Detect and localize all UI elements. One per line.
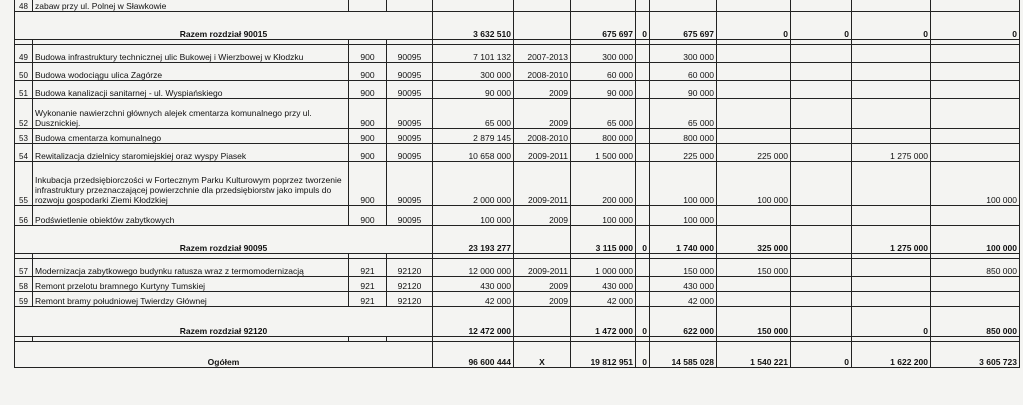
table-cell: 90095 xyxy=(387,129,433,144)
table-cell xyxy=(931,63,1020,81)
table-cell: 52 xyxy=(15,99,33,129)
table-cell: 59 xyxy=(15,292,33,307)
table-cell xyxy=(931,206,1020,226)
table-cell: 57 xyxy=(15,259,33,277)
table-cell: Budowa cmentarza komunalnego xyxy=(33,129,349,144)
table-row xyxy=(15,63,1020,81)
table-cell xyxy=(717,277,791,292)
table-cell xyxy=(931,99,1020,129)
table-cell: 51 xyxy=(15,81,33,99)
table-cell xyxy=(717,45,791,63)
table-cell xyxy=(636,99,650,129)
table-cell: 54 xyxy=(15,144,33,162)
table-cell: 1 500 000 xyxy=(571,144,636,162)
table-cell: 12 472 000 xyxy=(433,307,514,337)
table-cell: 150 000 xyxy=(717,259,791,277)
table-cell: 90 000 xyxy=(433,81,514,99)
table-cell: Rewitalizacja dzielnicy staromiejskiej oraz wyspy Piasek xyxy=(33,144,349,162)
table-cell xyxy=(650,0,717,12)
table-cell: 19 812 951 xyxy=(571,342,636,368)
table-cell: 1 000 000 xyxy=(571,259,636,277)
table-cell: 2008-2010 xyxy=(514,63,571,81)
table-cell xyxy=(433,0,514,12)
table-cell xyxy=(791,206,852,226)
table-cell: 900 xyxy=(349,99,387,129)
table-row xyxy=(15,144,1020,162)
table-cell: 430 000 xyxy=(571,277,636,292)
table-cell: 225 000 xyxy=(650,144,717,162)
table-cell xyxy=(852,0,931,12)
table-cell: 23 193 277 xyxy=(433,226,514,254)
table-cell xyxy=(636,206,650,226)
table-cell: 325 000 xyxy=(717,226,791,254)
table-cell xyxy=(636,292,650,307)
table-cell: 300 000 xyxy=(433,63,514,81)
table-cell xyxy=(791,81,852,99)
table-cell xyxy=(931,0,1020,12)
table-cell: Modernizacja zabytkowego budynku ratusza wraz z termomodernizacją xyxy=(33,259,349,277)
table-cell xyxy=(636,45,650,63)
table-cell: 65 000 xyxy=(571,99,636,129)
table-cell: 921 xyxy=(349,277,387,292)
table-cell: 56 xyxy=(15,206,33,226)
table-cell xyxy=(852,259,931,277)
table-cell: 0 xyxy=(791,12,852,40)
table-cell: Remont przelotu bramnego Kurtyny Tumskiej xyxy=(33,277,349,292)
table-cell: 150 000 xyxy=(717,307,791,337)
table-cell: 100 000 xyxy=(433,206,514,226)
table-cell: 92120 xyxy=(387,277,433,292)
table-cell xyxy=(636,129,650,144)
table-cell: 1 472 000 xyxy=(571,307,636,337)
table-cell: 900 xyxy=(349,144,387,162)
table-cell: 1 275 000 xyxy=(852,144,931,162)
table-cell: 92120 xyxy=(387,292,433,307)
table-cell xyxy=(717,63,791,81)
table-cell: 49 xyxy=(15,45,33,63)
table-cell: 10 658 000 xyxy=(433,144,514,162)
table-cell: 96 600 444 xyxy=(433,342,514,368)
table-cell: Razem rozdział 90095 xyxy=(15,226,433,254)
table-cell: 2009 xyxy=(514,292,571,307)
table-cell xyxy=(931,45,1020,63)
table-cell: 100 000 xyxy=(717,162,791,206)
table-cell xyxy=(571,0,636,12)
table-cell: 48 xyxy=(15,0,33,12)
table-cell: 60 000 xyxy=(650,63,717,81)
table-cell: 100 000 xyxy=(571,206,636,226)
table-cell: 150 000 xyxy=(650,259,717,277)
table-cell: 2009-2011 xyxy=(514,144,571,162)
table-cell xyxy=(791,0,852,12)
table-cell: 1 540 221 xyxy=(717,342,791,368)
table-cell: 800 000 xyxy=(571,129,636,144)
table-cell: 430 000 xyxy=(433,277,514,292)
table-cell: 2009 xyxy=(514,81,571,99)
table-cell: 42 000 xyxy=(571,292,636,307)
table-cell: 90 000 xyxy=(571,81,636,99)
table-cell xyxy=(852,63,931,81)
table-row xyxy=(15,259,1020,277)
table-cell: 90095 xyxy=(387,81,433,99)
table-cell: 921 xyxy=(349,292,387,307)
table-cell: 300 000 xyxy=(571,45,636,63)
table-cell: 100 000 xyxy=(650,162,717,206)
table-cell: 90 000 xyxy=(650,81,717,99)
table-cell: 90095 xyxy=(387,63,433,81)
table-cell: 65 000 xyxy=(650,99,717,129)
table-cell: 675 697 xyxy=(571,12,636,40)
table-cell xyxy=(931,144,1020,162)
table-cell: 300 000 xyxy=(650,45,717,63)
table-row xyxy=(15,129,1020,144)
subtotal-row xyxy=(15,12,1020,40)
table-cell: X xyxy=(514,342,571,368)
table-cell: 2009 xyxy=(514,99,571,129)
table-cell xyxy=(717,292,791,307)
table-cell: 1 275 000 xyxy=(852,226,931,254)
table-cell xyxy=(717,206,791,226)
table-cell: 0 xyxy=(636,226,650,254)
table-cell xyxy=(636,277,650,292)
table-cell: Ogółem xyxy=(15,342,433,368)
table-cell xyxy=(791,226,852,254)
table-cell xyxy=(852,129,931,144)
table-row xyxy=(15,206,1020,226)
table-cell: 2 000 000 xyxy=(433,162,514,206)
table-cell: 12 000 000 xyxy=(433,259,514,277)
table-cell: 60 000 xyxy=(571,63,636,81)
table-row xyxy=(15,99,1020,129)
table-cell: Budowa infrastruktury technicznej ulic Bukowej i Wierzbowej w Kłodzku xyxy=(33,45,349,63)
table-cell: 800 000 xyxy=(650,129,717,144)
table-cell xyxy=(791,144,852,162)
table-cell: 3 605 723 xyxy=(931,342,1020,368)
table-cell xyxy=(931,81,1020,99)
table-cell xyxy=(636,81,650,99)
table-cell: Remont bramy południowej Twierdzy Głównej xyxy=(33,292,349,307)
table-cell: 42 000 xyxy=(433,292,514,307)
table-cell: 0 xyxy=(636,12,650,40)
table-cell xyxy=(791,99,852,129)
table-cell: 100 000 xyxy=(650,206,717,226)
grand-total-row xyxy=(15,342,1020,368)
table-cell xyxy=(852,292,931,307)
table-cell: 900 xyxy=(349,63,387,81)
table-cell: Inkubacja przedsiębiorczości w Fortecznym Parku Kulturowym poprzez tworzenie infrastruktury przeznaczającej powierzchnie dla przedsiębiorstw jako impuls do rozwoju gospodarki Ziemi Kłodzkiej xyxy=(33,162,349,206)
table-cell xyxy=(791,63,852,81)
table-cell xyxy=(931,277,1020,292)
table-cell xyxy=(852,99,931,129)
table-cell: 55 xyxy=(15,162,33,206)
table-cell xyxy=(852,162,931,206)
subtotal-row xyxy=(15,307,1020,337)
table-cell: 1 740 000 xyxy=(650,226,717,254)
table-cell xyxy=(791,129,852,144)
table-cell: 58 xyxy=(15,277,33,292)
table-row xyxy=(15,162,1020,206)
table-cell xyxy=(636,0,650,12)
table-cell xyxy=(514,12,571,40)
table-cell: 7 101 132 xyxy=(433,45,514,63)
table-cell: 3 115 000 xyxy=(571,226,636,254)
table-cell xyxy=(514,307,571,337)
table-cell xyxy=(636,144,650,162)
table-cell: 90095 xyxy=(387,99,433,129)
table-cell: Podświetlenie obiektów zabytkowych xyxy=(33,206,349,226)
table-cell: 900 xyxy=(349,45,387,63)
table-cell: 65 000 xyxy=(433,99,514,129)
table-row xyxy=(15,45,1020,63)
table-cell: 90095 xyxy=(387,162,433,206)
table-cell xyxy=(931,292,1020,307)
table-cell: 2007-2013 xyxy=(514,45,571,63)
table-cell xyxy=(636,63,650,81)
table-cell: 50 xyxy=(15,63,33,81)
table-cell xyxy=(387,0,433,12)
table-cell: 430 000 xyxy=(650,277,717,292)
table-cell xyxy=(636,259,650,277)
table-cell: 0 xyxy=(717,12,791,40)
table-cell: 2008-2010 xyxy=(514,129,571,144)
table-cell: 2009 xyxy=(514,277,571,292)
table-cell: 0 xyxy=(636,307,650,337)
table-cell: 675 697 xyxy=(650,12,717,40)
table-cell xyxy=(791,292,852,307)
table-cell xyxy=(636,162,650,206)
table-cell: 3 632 510 xyxy=(433,12,514,40)
table-cell: 900 xyxy=(349,129,387,144)
table-cell: 92120 xyxy=(387,259,433,277)
subtotal-row xyxy=(15,226,1020,254)
table-cell: 0 xyxy=(852,307,931,337)
table-cell: 0 xyxy=(791,342,852,368)
table-cell xyxy=(852,277,931,292)
table-cell: 90095 xyxy=(387,144,433,162)
table-cell: 921 xyxy=(349,259,387,277)
table-cell xyxy=(717,99,791,129)
table-cell: zabaw przy ul. Polnej w Sławkowie xyxy=(33,0,349,12)
table-cell: 225 000 xyxy=(717,144,791,162)
investment-table xyxy=(14,0,1020,368)
table-cell xyxy=(791,162,852,206)
table-cell: 90095 xyxy=(387,206,433,226)
table-row xyxy=(15,0,1020,12)
table-cell: Wykonanie nawierzchni głównych alejek cmentarza komunalnego przy ul. Dusznickiej. xyxy=(33,99,349,129)
table-cell: 0 xyxy=(931,12,1020,40)
table-cell: 2 879 145 xyxy=(433,129,514,144)
table-cell xyxy=(852,45,931,63)
table-cell: Razem rozdział 92120 xyxy=(15,307,433,337)
table-cell xyxy=(852,81,931,99)
table-cell xyxy=(514,226,571,254)
table-cell xyxy=(717,0,791,12)
table-cell: 850 000 xyxy=(931,259,1020,277)
table-cell xyxy=(791,307,852,337)
table-cell: 2009-2011 xyxy=(514,259,571,277)
table-cell: 622 000 xyxy=(650,307,717,337)
table-cell: 850 000 xyxy=(931,307,1020,337)
table-cell: 200 000 xyxy=(571,162,636,206)
table-cell xyxy=(791,277,852,292)
table-cell: 1 622 200 xyxy=(852,342,931,368)
table-cell: Razem rozdział 90015 xyxy=(15,12,433,40)
table-cell: 2009 xyxy=(514,206,571,226)
table-cell xyxy=(349,0,387,12)
table-cell xyxy=(514,0,571,12)
table-cell: Budowa wodociągu ulica Zagórze xyxy=(33,63,349,81)
table-cell: Budowa kanalizacji sanitarnej - ul. Wyspiańskiego xyxy=(33,81,349,99)
table-cell: 53 xyxy=(15,129,33,144)
table-cell: 2009-2011 xyxy=(514,162,571,206)
table-cell xyxy=(791,45,852,63)
table-cell: 0 xyxy=(852,12,931,40)
table-cell: 900 xyxy=(349,206,387,226)
table-cell xyxy=(852,206,931,226)
table-cell: 900 xyxy=(349,81,387,99)
table-cell: 14 585 028 xyxy=(650,342,717,368)
table-cell xyxy=(791,259,852,277)
table-row xyxy=(15,277,1020,292)
table-cell: 90095 xyxy=(387,45,433,63)
table-row xyxy=(15,292,1020,307)
table-row xyxy=(15,81,1020,99)
table-cell: 100 000 xyxy=(931,162,1020,206)
table-cell: 42 000 xyxy=(650,292,717,307)
table-cell: 900 xyxy=(349,162,387,206)
table-cell xyxy=(717,129,791,144)
table-cell: 0 xyxy=(636,342,650,368)
table-cell xyxy=(931,129,1020,144)
table-cell xyxy=(717,81,791,99)
table-cell: 100 000 xyxy=(931,226,1020,254)
